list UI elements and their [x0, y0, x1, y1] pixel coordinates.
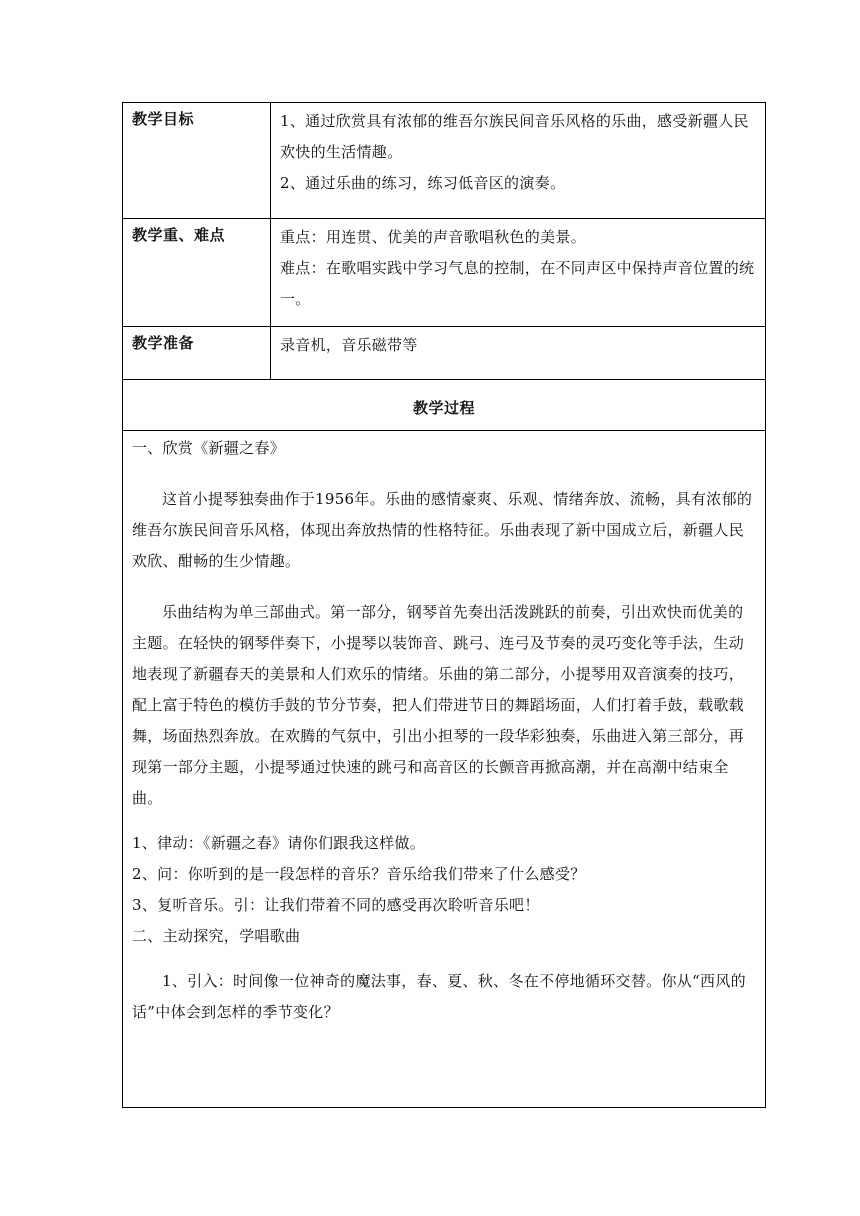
key-points-content-cell [271, 219, 766, 327]
list-item-2: 2、问：你听到的是一段怎样的音乐？音乐给我们带来了什么感受？ [132, 865, 586, 883]
preparation-text: 录音机，音乐磁带等 [280, 336, 418, 354]
list-item-1: 1、律动：《新疆之春》请你们跟我这样做。 [132, 834, 426, 852]
section-2-heading: 二、主动探究，学唱歌曲 [132, 927, 301, 945]
key-points-label-cell [123, 219, 271, 327]
goals-row [123, 103, 766, 219]
process-header-row [123, 380, 766, 431]
goals-label: 教学目标 [132, 110, 195, 128]
process-header-cell [123, 380, 766, 431]
goals-label-cell [123, 103, 271, 219]
goals-content-cell [271, 103, 766, 219]
paragraph-2: 乐曲结构为单三部曲式。第一部分，钢琴首先奏出活泼跳跃的前奏，引出欢快而优美的主题。在轻快的钢琴伴奏下，小提琴以装饰音、跳弓、连弓及节奏的灵巧变化等手法，生动地表现了新疆春天的美景和人们欢乐的情绪。乐曲的第二部分，小提琴用双音演奏的技巧，配上富于特色的模仿手鼓的节分节奏，把人们带进节日的舞蹈场面，人们打着手鼓，载歌载舞，场面热烈奔放。在欢腾的气氛中，引出小担琴的一段华彩独奏，乐曲进入第三部分，再现第一部分主题，小提琴通过快速的跳弓和高音区的长颤音再掀高潮，并在高潮中结束全曲。 [132, 603, 745, 807]
section-1-heading: 一、欣赏《新疆之春》 [132, 439, 286, 457]
process-title: 教学过程 [412, 399, 475, 417]
list-item-3: 3、复听音乐。引：让我们带着不同的感受再次聆听音乐吧！ [132, 896, 540, 914]
key-point-line: 重点：用连贯、优美的声音歌唱秋色的美景。 [280, 228, 587, 246]
preparation-row [123, 327, 766, 380]
preparation-label-cell [123, 327, 271, 380]
paragraph-3: 1、引入：时间像一位神奇的魔法事，春、夏、秋、冬在不停地循环交替。你从“西风的话”中体会到怎样的季节变化？ [132, 972, 746, 1021]
difficulty-line: 难点：在歌唱实践中学习气息的控制，在不同声区中保持声音位置的统一。 [280, 259, 755, 308]
lesson-plan-table [122, 102, 766, 1108]
paragraph-1: 这首小提琴独奏曲作于1956年。乐曲的感情豪爽、乐观、情绪奔放、流畅，具有浓郁的维吾尔族民间音乐风格，体现出奔放热情的性格特征。乐曲表现了新中国成立后，新疆人民欢欣、酣畅的生少情趣。 [132, 490, 753, 570]
goal-line-2: 2、通过乐曲的练习，练习低音区的演奏。 [280, 174, 566, 192]
process-body-cell [123, 431, 766, 1108]
process-body-row [123, 431, 766, 1108]
key-points-label: 教学重、难点 [132, 226, 226, 244]
goal-line-1: 1、通过欣赏具有浓郁的维吾尔族民间音乐风格的乐曲，感受新疆人民欢快的生活情趣。 [280, 112, 749, 161]
preparation-content-cell [271, 327, 766, 380]
preparation-label: 教学准备 [132, 334, 195, 352]
key-points-row [123, 219, 766, 327]
